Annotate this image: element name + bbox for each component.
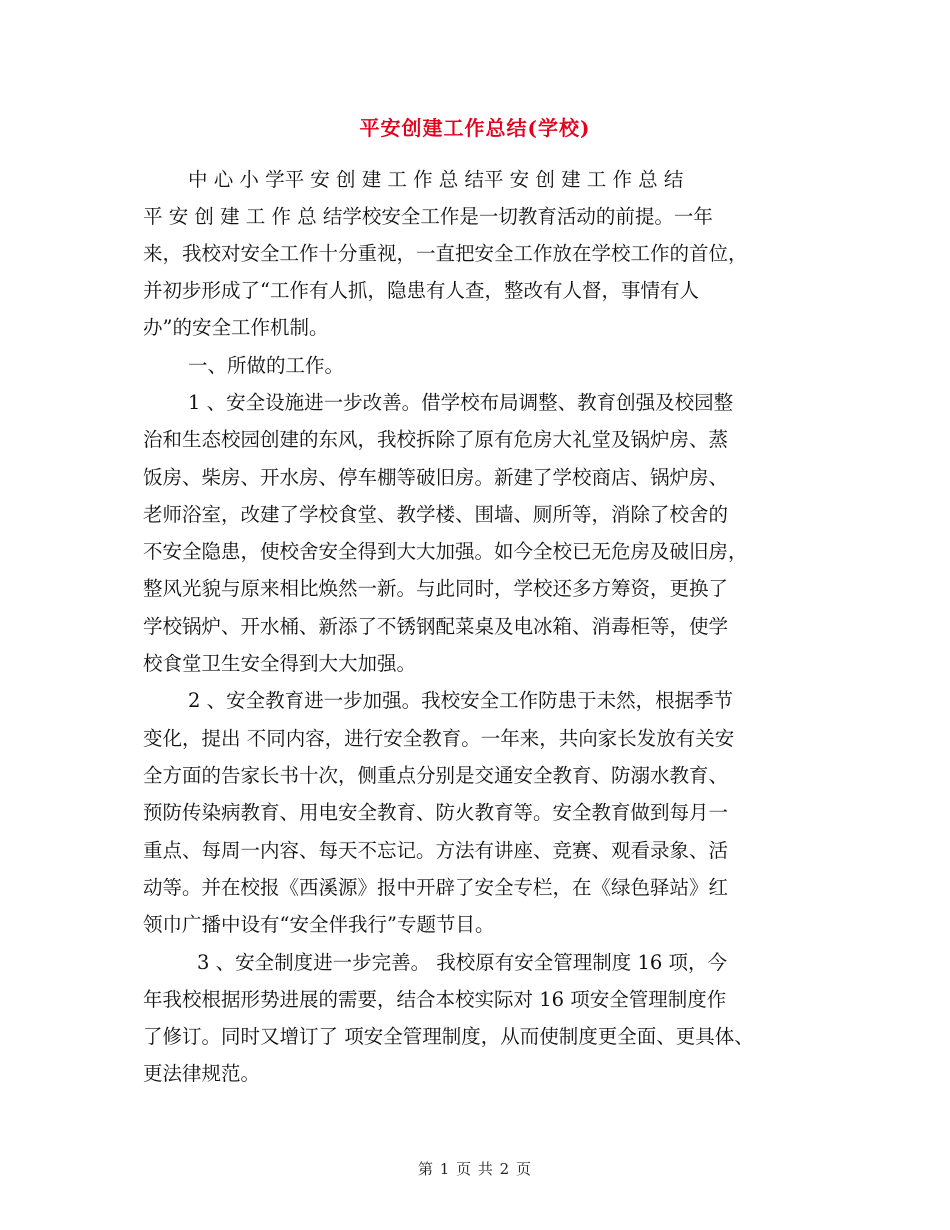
body-line-24: 了修订。同时又增订了 项安全管理制度，从而使制度更全面、更具体、 <box>143 1025 754 1048</box>
body-line-10: 老师浴室，改建了学校食堂、教学楼、围墙、厕所等，消除了校舍的 <box>143 503 729 526</box>
body-line-13: 学校锅炉、开水桶、新添了不锈钢配菜桌及电冰箱、消毒柜等，使学 <box>143 615 729 638</box>
body-line-7: 1 、安全设施进一步改善。借学校布局调整、教育创强及校园整 <box>188 391 734 414</box>
body-line-20: 动等。并在校报《西溪源》报中开辟了安全专栏，在《绿色驿站》红 <box>143 876 729 899</box>
body-line-14: 校食堂卫生安全得到大大加强。 <box>143 652 417 675</box>
body-line-15: 2 、安全教育进一步加强。我校安全工作防患于未然，根据季节 <box>188 689 734 712</box>
page-number: 第 1 页 共 2 页 <box>418 1160 532 1178</box>
body-line-11: 不安全隐患，使校舍安全得到大大加强。如今全校已无危房及破旧房， <box>143 540 748 563</box>
body-line-22: 3 、安全制度进一步完善。 我校原有安全管理制度 16 项，今 <box>197 951 728 974</box>
body-line-25: 更法律规范。 <box>143 1062 261 1085</box>
body-line-19: 重点、每周一内容、每天不忘记。方法有讲座、竞赛、观看录象、活 <box>143 839 729 862</box>
document-title: 平安创建工作总结(学校) <box>359 116 591 140</box>
body-line-16: 变化，提出 不同内容，进行安全教育。一年来，共向家长发放有关安 <box>143 727 735 750</box>
body-line-23: 年我校根据形势进展的需要，结合本校实际对 16 项安全管理制度作 <box>143 988 727 1011</box>
body-line-21: 领巾广播中设有“安全伴我行”专题节目。 <box>143 913 495 936</box>
body-line-18: 预防传染病教育、用电安全教育、防火教育等。安全教育做到每月一 <box>143 801 729 824</box>
body-line-5: 办”的安全工作机制。 <box>143 316 329 339</box>
body-line-17: 全方面的告家长书十次，侧重点分别是交通安全教育、防溺水教育、 <box>143 764 729 787</box>
body-line-2: 平 安 创 建 工 作 总 结学校安全工作是一切教育活动的前提。一年 <box>143 205 713 228</box>
body-line-12: 整风光貌与原来相比焕然一新。与此同时，学校还多方筹资，更换了 <box>143 577 729 600</box>
body-line-1: 中 心 小 学平 安 创 建 工 作 总 结平 安 创 建 工 作 总 结 <box>188 168 684 191</box>
section-heading: 一、所做的工作。 <box>188 354 345 377</box>
body-line-3: 来，我校对安全工作十分重视，一直把安全工作放在学校工作的首位， <box>143 242 748 265</box>
body-line-8: 治和生态校园创建的东风，我校拆除了原有危房大礼堂及锅炉房、蒸 <box>143 428 729 451</box>
body-line-4: 并初步形成了“工作有人抓，隐患有人查，整改有人督，事情有人 <box>143 279 699 302</box>
body-line-9: 饭房、柴房、开水房、停车棚等破旧房。新建了学校商店、锅炉房、 <box>143 466 729 489</box>
